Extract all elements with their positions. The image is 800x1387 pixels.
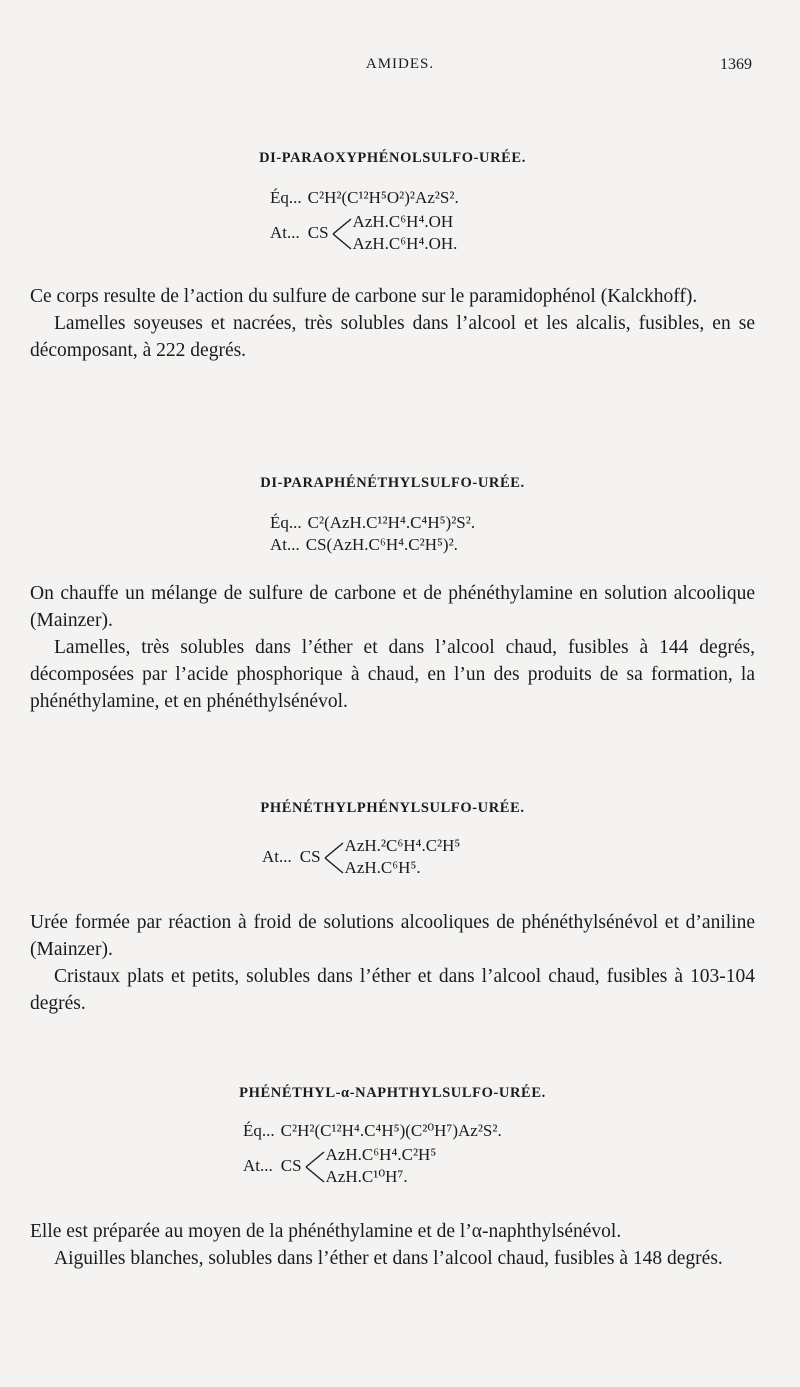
paragraph: Lamelles, très solubles dans l’éther et dans l’alcool chaud, fusibles à 144 degrés, décomposées par l’acide phosphorique à chaud, en l’un des produits de sa formation, la phénéthylamine, et en phénéthylsénévol. — [30, 637, 755, 712]
page-number: 1369 — [720, 56, 752, 73]
formula-block — [270, 512, 755, 556]
formula-block — [270, 187, 755, 255]
at-label: At... — [243, 1156, 273, 1175]
branch-top: AzH.C⁶H⁴.C²H⁵ — [325, 1145, 437, 1164]
section-di-paraoxyphenolsulfo-uree — [30, 150, 755, 364]
at-formula-row — [270, 534, 755, 556]
cs-label: CS — [307, 223, 329, 242]
formula-block — [243, 1120, 755, 1188]
branch-lines — [304, 1148, 326, 1186]
at-formula-row — [262, 835, 755, 879]
at-formula-row — [243, 1144, 755, 1188]
paragraphs — [30, 909, 755, 1017]
at-formula: CS(AzH.C⁶H⁴.C²H⁵)². — [305, 535, 458, 554]
section-title: DI-PARAOXYPHÉNOLSULFO-URÉE. — [259, 150, 526, 166]
page-header — [0, 56, 800, 80]
branch-formula — [323, 835, 461, 879]
paragraph: Cristaux plats et petits, solubles dans l’éther et dans l’alcool chaud, fusibles à 103-104 degrés. — [30, 966, 755, 1014]
eq-formula: C²H²(C¹²H⁴.C⁴H⁵)(C²⁰H⁷)Az²S². — [280, 1121, 502, 1140]
eq-label: Éq... — [270, 188, 302, 207]
paragraph: Aiguilles blanches, solubles dans l’éther et dans l’alcool chaud, fusibles à 148 degrés. — [54, 1248, 723, 1269]
at-label: At... — [262, 847, 292, 866]
section-title: DI-PARAPHÉNÉTHYLSULFO-URÉE. — [260, 475, 525, 491]
paragraphs — [30, 283, 755, 364]
section-phenethyl-alpha-naphthylsulfo-uree — [30, 1085, 755, 1272]
at-formula-row — [270, 211, 755, 255]
eq-label: Éq... — [243, 1121, 275, 1140]
eq-formula: C²(AzH.C¹²H⁴.C⁴H⁵)²S². — [307, 513, 476, 532]
paragraph: Elle est préparée au moyen de la phénéthylamine et de l’α-naphthylsénévol. — [30, 1221, 622, 1242]
section-phenethylphenylsulfo-uree — [30, 800, 755, 1017]
branch-top: AzH.²C⁶H⁴.C²H⁵ — [344, 836, 461, 855]
paragraphs — [30, 1218, 755, 1272]
eq-formula-row — [243, 1120, 755, 1142]
branch-formula — [304, 1144, 437, 1188]
paragraphs — [30, 580, 755, 715]
section-title: PHÉNÉTHYLPHÉNYLSULFO-URÉE. — [260, 800, 525, 816]
branch-bottom: AzH.C⁶H⁵. — [344, 858, 421, 877]
cs-label: CS — [280, 1156, 302, 1175]
section-di-paraphenethylsulfo-uree — [30, 475, 755, 715]
branch-top: AzH.C⁶H⁴.OH — [352, 212, 454, 231]
paragraph: Ce corps resulte de l’action du sulfure de carbone sur le paramidophénol (Kalckhoff). — [30, 286, 698, 307]
running-head: AMIDES. — [365, 56, 435, 72]
paragraph: Lamelles soyeuses et nacrées, très solubles dans l’alcool et les alcalis, fusibles, en se décomposant, à 222 degrés. — [30, 313, 755, 361]
eq-formula: C²H²(C¹²H⁵O²)²Az²S². — [307, 188, 459, 207]
formula-block — [262, 835, 755, 879]
paragraph: On chauffe un mélange de sulfure de carbone et de phénéthylamine en solution alcoolique (Mainzer). — [30, 583, 755, 631]
branch-bottom: AzH.C¹⁰H⁷. — [325, 1167, 408, 1186]
cs-label: CS — [299, 847, 321, 866]
paragraph: Urée formée par réaction à froid de solutions alcooliques de phénéthylsénévol et d’aniline (Mainzer). — [30, 912, 755, 960]
branch-lines — [323, 839, 345, 877]
at-label: At... — [270, 535, 300, 554]
branch-formula — [331, 211, 458, 255]
branch-lines — [331, 215, 353, 253]
eq-label: Éq... — [270, 513, 302, 532]
at-label: At... — [270, 223, 300, 242]
branch-bottom: AzH.C⁶H⁴.OH. — [352, 234, 458, 253]
eq-formula-row — [270, 512, 755, 534]
section-title: PHÉNÉTHYL-α-NAPHTHYLSULFO-URÉE. — [239, 1085, 546, 1101]
eq-formula-row — [270, 187, 755, 209]
